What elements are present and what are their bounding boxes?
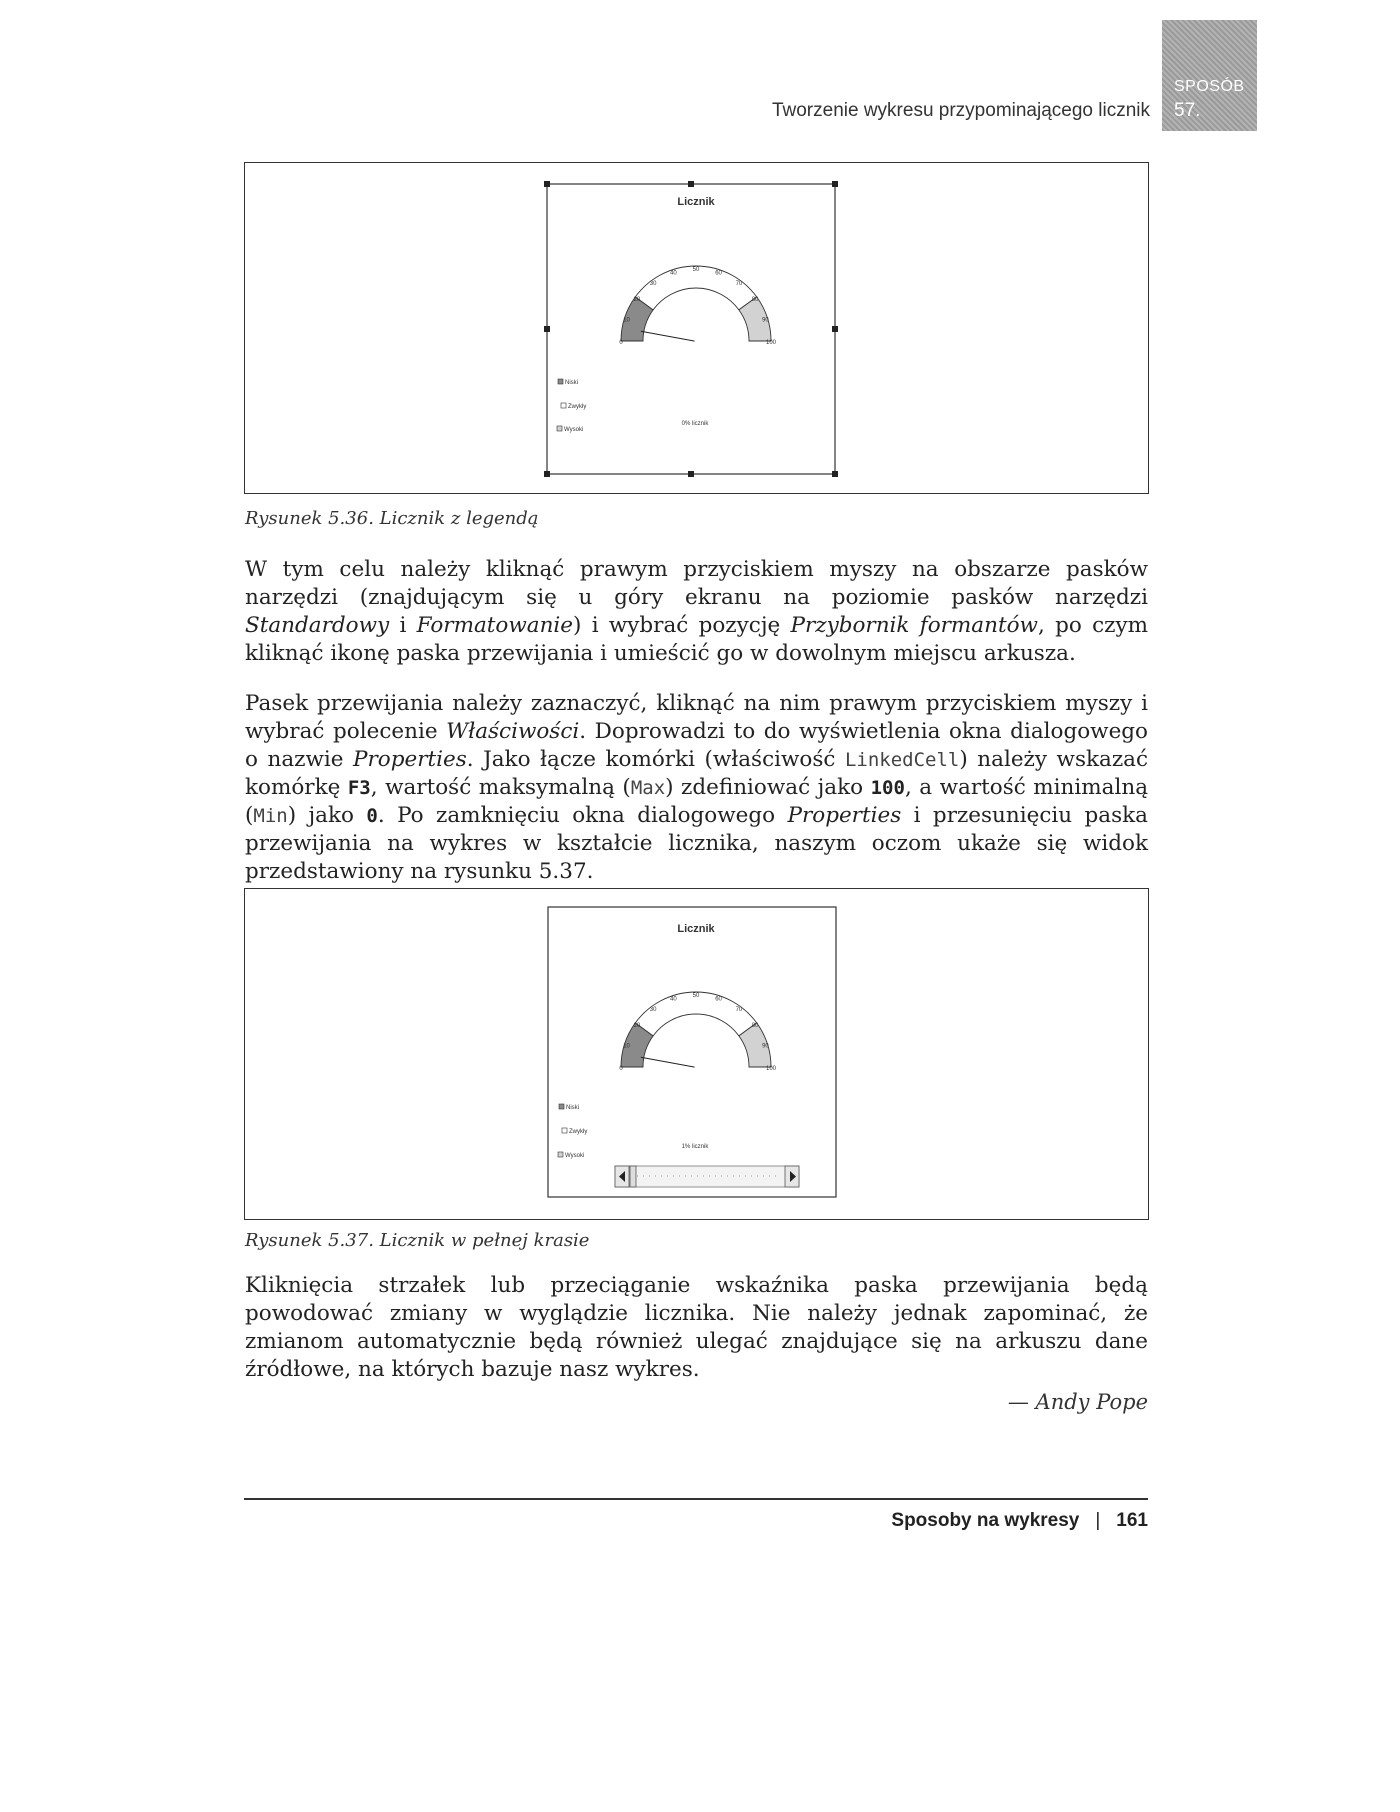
running-header: Tworzenie wykresu przypominającego licznik	[771, 100, 1150, 121]
gauge-tick-label: 0	[619, 1066, 623, 1072]
text-run: ) zdefiniować jako	[665, 775, 871, 800]
scrollbar-thumb[interactable]	[630, 1166, 636, 1187]
gauge-tick-label: 80	[751, 1023, 759, 1030]
gauge-readout: 0% licznik	[681, 421, 709, 427]
paragraph-1	[245, 556, 1148, 668]
footer-section: Sposoby na wykresy	[891, 1510, 1080, 1531]
gauge-tick-label: 100	[765, 340, 777, 346]
gauge-tick-label: 10	[623, 1043, 630, 1050]
text-run: . Po zamknięciu okna dialogowego	[377, 803, 788, 828]
gauge-tick-label: 0	[619, 340, 623, 346]
emphasis: Standardowy	[245, 613, 390, 638]
figure-gauge-with-legend	[244, 162, 1149, 494]
gauge-chart-1	[245, 163, 1148, 493]
gauge-tick-label: 10	[623, 317, 630, 324]
legend-swatch-high	[557, 426, 562, 431]
gauge-tick-label: 90	[762, 1043, 769, 1050]
text-run: ) i wybrać pozycję	[573, 613, 791, 638]
emphasis: Przybornik formantów	[790, 613, 1038, 638]
gauge-tick-label: 50	[692, 267, 700, 273]
code-run: LinkedCell	[844, 749, 960, 771]
selection-handle[interactable]	[544, 326, 550, 332]
legend-swatch-low	[559, 1104, 564, 1109]
selection-handle[interactable]	[832, 326, 838, 332]
chart-area[interactable]	[547, 184, 835, 474]
emphasis: Properties	[353, 747, 467, 772]
gauge-tick-label: 20	[633, 297, 641, 304]
figure-gauge-full	[244, 888, 1149, 1220]
selection-handle[interactable]	[544, 181, 550, 187]
text-run: i	[389, 613, 417, 638]
text-run: , wartość maksymalną (	[370, 775, 631, 800]
legend-swatch-high	[558, 1152, 563, 1157]
text-run: , po czym kliknąć ikonę paska przewijania i umieścić go w dowolnym miejscu arkusza.	[245, 613, 1148, 666]
gauge-tick-label: 60	[715, 270, 722, 277]
scrollbar-track[interactable]	[615, 1166, 799, 1187]
text-run: . Doprowadzi to do wyświetlenia okna dialogowego o nazwie	[245, 719, 1149, 772]
chapter-tab	[1162, 20, 1257, 131]
code-run: 100	[870, 777, 905, 799]
code-run: F3	[347, 777, 371, 799]
figure-caption-2: Rysunek 5.37. Licznik w pełnej krasie	[245, 1230, 590, 1251]
gauge-tick-label: 70	[735, 1006, 743, 1013]
emphasis: Formatowanie	[416, 613, 574, 638]
gauge-tick-label: 50	[692, 993, 700, 999]
legend-label-mid: Zwykły	[568, 404, 587, 410]
paragraph-3: Kliknięcia strzałek lub przeciąganie wskaźnika paska przewijania będą powodować zmiany w wyglądzie licznika. Nie należy jednak zapominać, że zmianom automatycznie będą również ulegać znajdujące się na arkuszu dane źródłowe, na których bazuje nasz wykres.	[245, 1273, 1148, 1382]
code-run: Min	[253, 805, 288, 827]
author-signature: — Andy Pope	[1007, 1390, 1148, 1414]
selection-handle[interactable]	[688, 181, 694, 187]
selection-handle[interactable]	[544, 471, 550, 477]
gauge-tick-label: 40	[670, 270, 677, 277]
text-run: W tym celu należy kliknąć prawym przyciskiem myszy na obszarze pasków narzędzi (znajdującym się u góry ekranu na poziomie pasków narzędzi	[245, 557, 1148, 610]
gauge-readout: 1% licznik	[681, 1144, 709, 1150]
gauge-tick-label: 30	[649, 280, 657, 287]
text-run: ) jako	[287, 803, 367, 828]
selection-handle[interactable]	[832, 471, 838, 477]
page-footer	[891, 1510, 1148, 1532]
text-run: ) należy wskazać komórkę	[245, 747, 1149, 800]
footer-rule	[244, 1498, 1148, 1500]
legend-label-low: Niski	[566, 1105, 579, 1111]
legend-swatch-mid	[562, 1128, 567, 1133]
gauge-tick-label: 90	[762, 317, 769, 324]
chart-area	[548, 907, 836, 1197]
gauge-tick-label: 80	[751, 297, 759, 304]
page-number: 161	[1116, 1510, 1148, 1531]
legend-label-high: Wysoki	[565, 1153, 585, 1159]
legend-label-low: Niski	[565, 380, 578, 386]
text-run: i przesunięciu paska przewijania na wykres w kształcie licznika, naszym oczom ukaże się widok przedstawiony na rysunku 5.37.	[245, 803, 1148, 884]
gauge-tick-label: 100	[765, 1066, 777, 1072]
gauge-tick-label: 40	[670, 996, 677, 1003]
selection-handle[interactable]	[688, 471, 694, 477]
legend-label-high: Wysoki	[564, 427, 584, 433]
tab-number: 57.	[1174, 100, 1201, 121]
emphasis: Właściwości	[446, 719, 580, 744]
legend-swatch-mid	[561, 403, 566, 408]
tab-label: SPOSÓB	[1174, 78, 1245, 95]
chart-title: Licznik	[677, 923, 715, 935]
emphasis: Properties	[787, 803, 902, 828]
gauge-tick-label: 20	[633, 1023, 641, 1030]
gauge-chart-2	[245, 889, 1148, 1219]
legend-swatch-low	[558, 379, 563, 384]
gauge-tick-label: 30	[649, 1006, 657, 1013]
text-run: . Jako łącze komórki (właściwość	[466, 747, 845, 772]
chart-title: Licznik	[677, 196, 715, 208]
paragraph-2	[245, 690, 1148, 886]
legend-label-mid: Zwykły	[569, 1129, 588, 1135]
footer-separator: |	[1095, 1510, 1101, 1531]
text-run: , a wartość minimalną (	[245, 775, 1149, 828]
code-run: Max	[630, 777, 666, 799]
gauge-tick-label: 60	[715, 996, 722, 1003]
code-run: 0	[366, 805, 378, 827]
text-run: Pasek przewijania należy zaznaczyć, kliknąć na nim prawym przyciskiem myszy i wybrać polecenie	[245, 691, 1148, 744]
gauge-pivot	[693, 340, 695, 342]
figure-caption-1: Rysunek 5.36. Licznik z legendą	[245, 508, 539, 529]
gauge-tick-label: 70	[735, 280, 743, 287]
scrollbar[interactable]	[615, 1166, 799, 1187]
selection-handle[interactable]	[832, 181, 838, 187]
gauge-pivot	[693, 1066, 695, 1068]
